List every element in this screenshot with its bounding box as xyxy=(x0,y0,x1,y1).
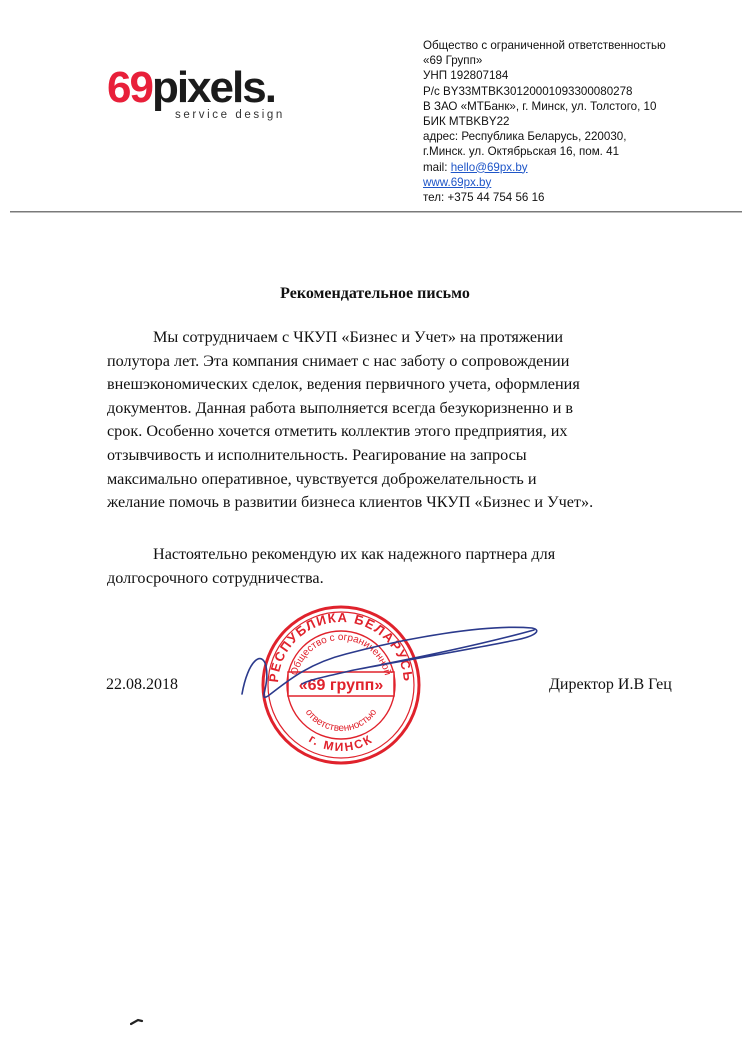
logo-number: 69 xyxy=(107,63,152,112)
company-mail-line xyxy=(423,160,723,175)
company-stamp xyxy=(263,607,419,763)
paragraph-line: срок. Особенно хочется отметить коллектив этого предприятия, их xyxy=(107,422,568,441)
header-divider xyxy=(10,211,742,212)
logo-word: pixels. xyxy=(151,63,275,112)
email-link[interactable]: hello@69px.by xyxy=(450,160,528,174)
company-line: УНП 192807184 xyxy=(423,69,509,83)
director-name: Директор И.В Гец xyxy=(549,676,672,693)
company-phone: тел: +375 44 754 56 16 xyxy=(423,191,545,205)
paragraph-line: желание помочь в развитии бизнеса клиентов ЧКУП «Бизнес и Учет». xyxy=(107,493,594,512)
letter-paragraph-1 xyxy=(107,326,727,515)
paragraph-line: полутора лет. Эта компания снимает с нас заботу о сопровождении xyxy=(107,351,570,370)
ink-mark xyxy=(130,1018,144,1026)
logo-wordmark xyxy=(107,64,275,112)
company-line: «69 Групп» xyxy=(423,54,483,68)
paragraph-line: внешэкономических сделок, ведения первичного учета, оформления xyxy=(107,375,580,394)
logo-tagline: service design xyxy=(175,109,285,121)
company-line: Общество с ограниченной ответственностью xyxy=(423,39,666,52)
website-link[interactable]: www.69px.by xyxy=(423,175,492,189)
company-website-line xyxy=(423,175,723,190)
stamp-and-signature xyxy=(236,600,546,770)
paragraph-line: Настоятельно рекомендую их как надежного партнера для xyxy=(153,545,556,563)
paragraph-line: максимально оперативное, чувствуется доброжелательность и xyxy=(107,469,537,488)
stamp-outer-top: РЕСПУБЛИКА БЕЛАРУСЬ xyxy=(265,609,417,684)
company-requisites xyxy=(423,38,723,205)
company-logo xyxy=(107,64,322,124)
company-line: адрес: Республика Беларусь, 220030, xyxy=(423,130,627,144)
paragraph-line: документов. Данная работа выполняется всегда безукоризненно и в xyxy=(107,398,574,417)
stamp-inner-bottom: ответственностью xyxy=(302,707,380,735)
paragraph-line: долгосрочного сотрудничества. xyxy=(107,568,324,587)
letter-paragraph-2 xyxy=(107,543,727,590)
paragraph-line: Мы сотрудничаем с ЧКУП «Бизнес и Учет» на протяжении xyxy=(153,328,564,346)
stamp-outer-bottom: г. МИНСК xyxy=(306,731,376,755)
company-line: г.Минск. ул. Октябрьская 16, пом. 41 xyxy=(423,145,620,159)
letter-title: Рекомендательное письмо xyxy=(280,285,470,302)
company-line: Р/с BY33MTBK30120001093300080278 xyxy=(423,84,633,98)
company-line: БИК MTBKBY22 xyxy=(423,115,510,129)
mail-label: mail: xyxy=(423,160,451,174)
stamp-center: «69 групп» xyxy=(298,677,384,694)
stamp-inner-top: Общество с ограниченной xyxy=(289,631,393,677)
stamp-graphic xyxy=(236,600,546,770)
company-line: В ЗАО «МТБанк», г. Минск, ул. Толстого, 10 xyxy=(423,99,657,113)
paragraph-line: отзывчивость и исполнительность. Реагирование на запросы xyxy=(107,445,527,464)
letter-date: 22.08.2018 xyxy=(106,676,178,693)
